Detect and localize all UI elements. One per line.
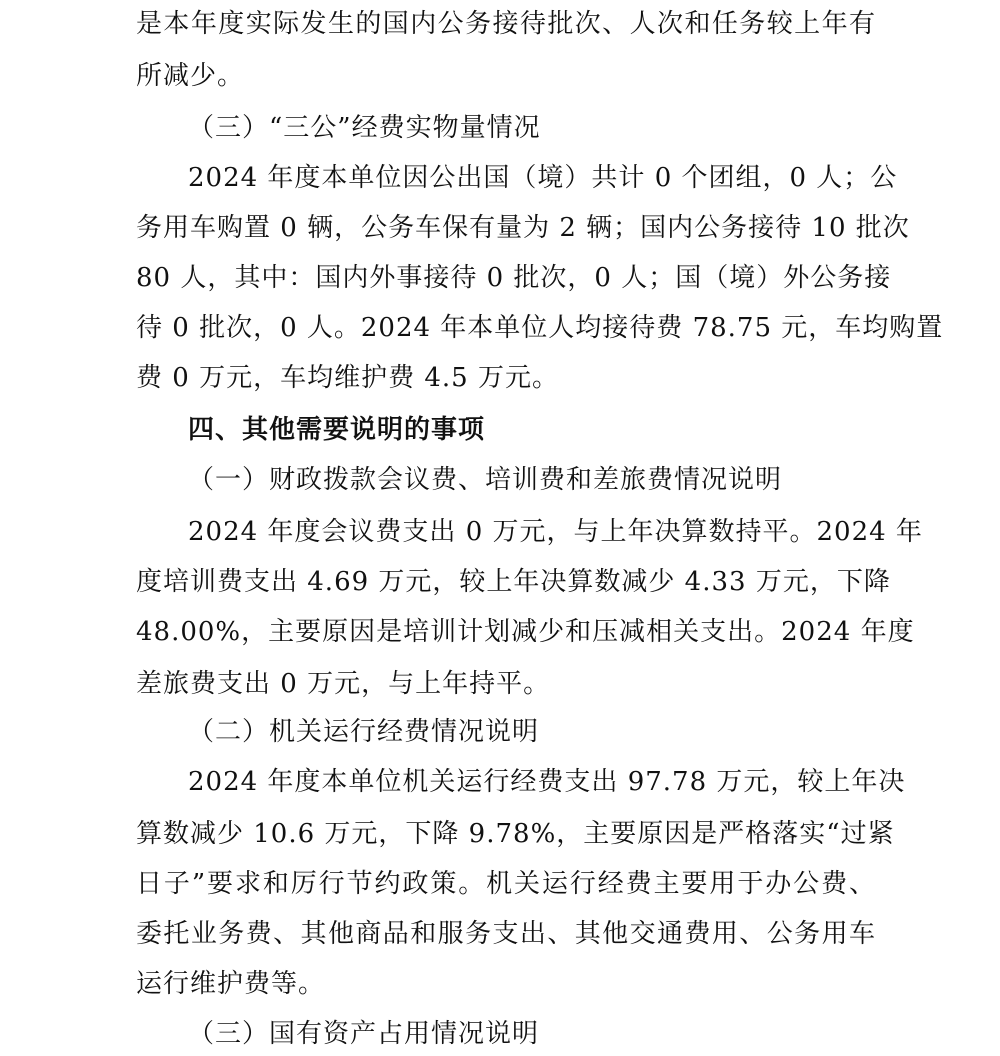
paragraph-line: 务用车购置 0 辆，公务车保有量为 2 辆；国内公务接待 10 批次	[136, 213, 910, 243]
paragraph-line: 是本年度实际发生的国内公务接待批次、人次和任务较上年有	[136, 9, 876, 39]
paragraph-line: 48.00%，主要原因是培训计划减少和压减相关支出。2024 年度	[136, 617, 915, 647]
paragraph-line: 2024 年度本单位因公出国（境）共计 0 个团组，0 人；公	[188, 163, 898, 193]
paragraph-line: 差旅费支出 0 万元，与上年持平。	[136, 669, 551, 699]
paragraph-line: 运行维护费等。	[136, 969, 326, 999]
section-heading-4: 四、其他需要说明的事项	[188, 415, 486, 445]
section-subheading-2: （二）机关运行经费情况说明	[188, 717, 540, 747]
paragraph-line: 待 0 批次，0 人。2024 年本单位人均接待费 78.75 元，车均购置	[136, 313, 944, 343]
paragraph-line: 算数减少 10.6 万元，下降 9.78%，主要原因是严格落实“过紧	[136, 819, 895, 849]
paragraph-line: 80 人，其中：国内外事接待 0 批次，0 人；国（境）外公务接	[136, 263, 892, 293]
paragraph-line: 度培训费支出 4.69 万元，较上年决算数减少 4.33 万元，下降	[136, 567, 891, 597]
section-subheading-1: （一）财政拨款会议费、培训费和差旅费情况说明	[188, 465, 783, 495]
paragraph-line: 费 0 万元，车均维护费 4.5 万元。	[136, 363, 559, 393]
paragraph-line: 2024 年度会议费支出 0 万元，与上年决算数持平。2024 年	[188, 517, 923, 547]
section-subheading-3b: （三）国有资产占用情况说明	[188, 1019, 540, 1049]
section-subheading-3: （三）“三公”经费实物量情况	[188, 113, 541, 143]
paragraph-line: 2024 年度本单位机关运行经费支出 97.78 万元，较上年决	[188, 767, 906, 797]
paragraph-line: 日子”要求和厉行节约政策。机关运行经费主要用于办公费、	[136, 869, 876, 899]
paragraph-line: 委托业务费、其他商品和服务支出、其他交通费用、公务用车	[136, 919, 876, 949]
paragraph-line: 所减少。	[136, 61, 245, 91]
